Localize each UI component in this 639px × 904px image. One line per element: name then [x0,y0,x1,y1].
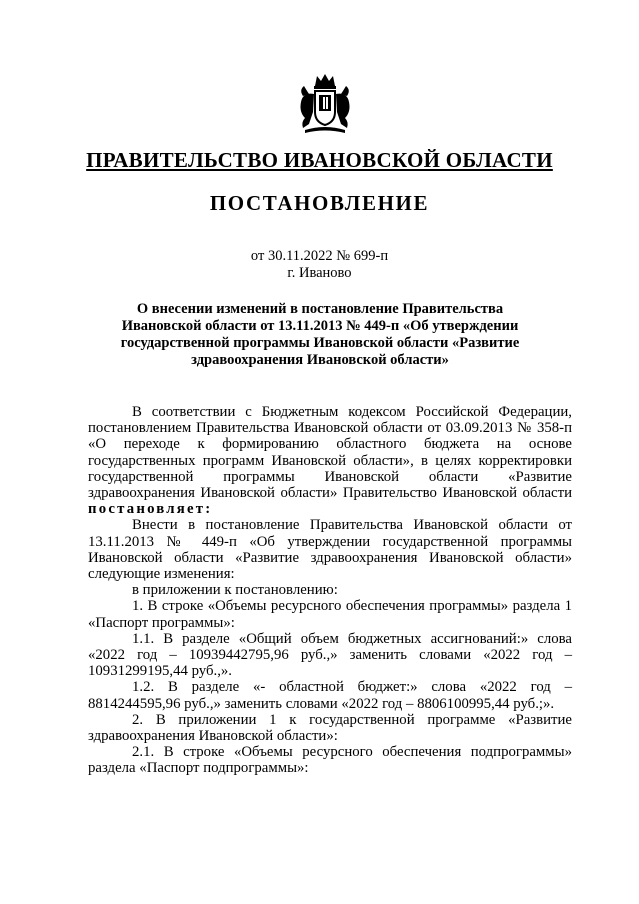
document-body [88,404,572,777]
preamble-text: В соответствии с Бюджетным кодексом Российской Федерации, постановлением Правительства Ивановской области от 03.09.2013 № 358-п «О переходе к формированию областного бюджета на основе государственных программ Ивановской области», в целях корректировки государственной программы Ивановской области «Развитие здравоохранения Ивановской области» Правительство Ивановской области [88,404,572,502]
paragraph-6: 2. В приложении 1 к государственной программе «Развитие здравоохранения Ивановской области»: [88,711,572,745]
paragraph-5: 1.2. В разделе «- областной бюджет:» слова «2022 год – 8814244595,96 руб.,» заменить словами «2022 год – 8806100995,44 руб.;». [88,679,572,712]
paragraph-3: 1. В строке «Объемы ресурсного обеспечения программы» раздела 1 «Паспорт программы»: [88,598,572,631]
paragraph-2: в приложении к постановлению: [132,582,338,599]
document-date-number: от 30.11.2022 № 699-п [250,248,389,264]
document-city: г. Иваново [287,265,352,281]
paragraph-4: 1.1. В разделе «Общий объем бюджетных ассигнований:» слова «2022 год – 10939442795,96 руб.,» заменить словами «2022 год – 10931299195,44 руб.,». [88,630,572,680]
paragraph-1: Внести в постановление Правительства Ивановской области от 13.11.2013 № 449-п «Об утверждении государственной программы Ивановской области «Развитие здравоохранения Ивановской области» следующие изменения: [88,517,572,583]
document-heading: О внесении изменений в постановление Правительства Ивановской области от 13.11.2013 № 449-п «Об утверждении государственной программы Ивановской области «Развитие здравоохранения Ивановской области» [120,301,520,368]
preamble-paragraph [88,404,572,517]
resolves-word: постановляет: [88,501,213,518]
coat-of-arms-icon [295,72,355,134]
government-title: ПРАВИТЕЛЬСТВО ИВАНОВСКОЙ ОБЛАСТИ [86,148,553,172]
document-type: ПОСТАНОВЛЕНИЕ [209,191,430,215]
paragraph-7: 2.1. В строке «Объемы ресурсного обеспечения подпрограммы» раздела «Паспорт подпрограммы»: [88,744,572,777]
